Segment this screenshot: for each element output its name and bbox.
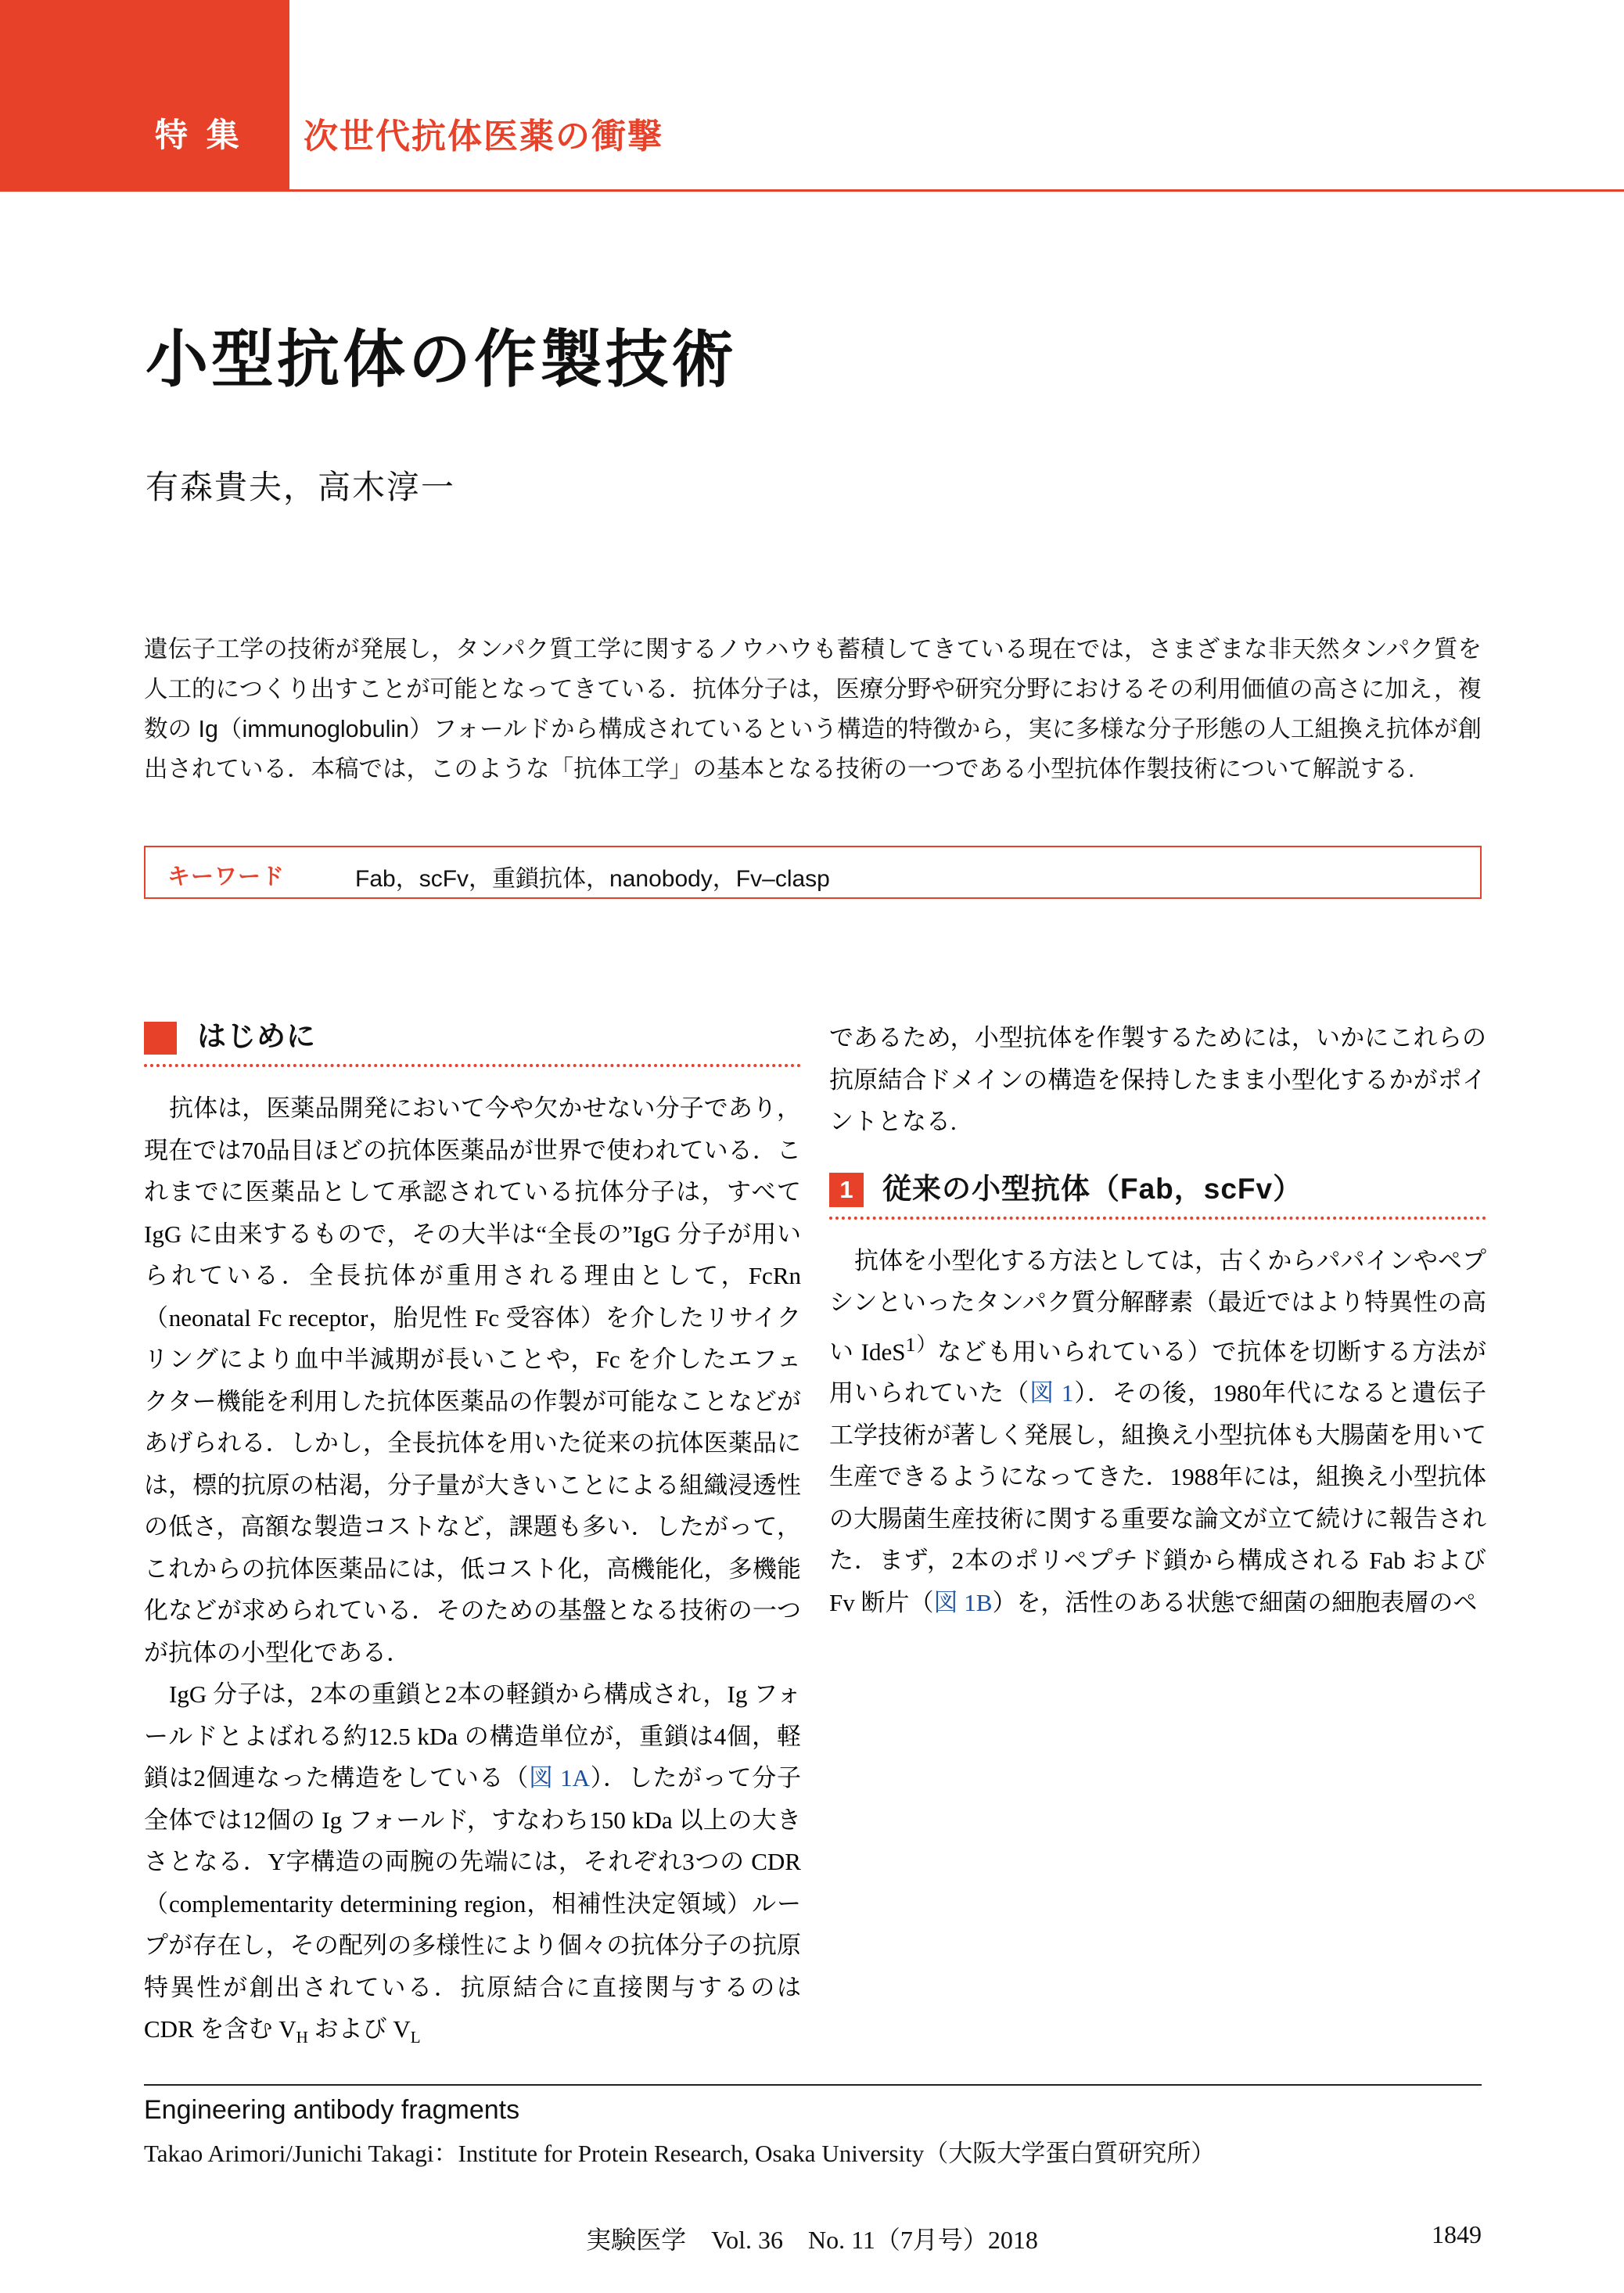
header-divider (289, 189, 1624, 192)
footer-journal-info: 実験医学 Vol. 36 No. 11（7月号）2018 (586, 2226, 1038, 2254)
paragraph-intro-2-b: ）．したがって分子全体では12個の Ig フォールド，すなわち150 kDa 以上の大きさとなる．Y字構造の両腕の先端には，それぞれ3つの CDR（complementarity determining region，相補性決定領域）ループが存在し，その配列の多様性により個々の抗体分子の抗原特異性が創出されている．抗原結合に直接関与するのは CDR を含む V (144, 1764, 802, 2043)
section-heading-intro (144, 1017, 801, 1078)
section-heading-1-label: 従来の小型抗体（Fab，scFv） (882, 1172, 1303, 1205)
footer-page-number: 1849 (1432, 2220, 1482, 2248)
section-number-badge: 1 (829, 1173, 864, 1207)
keywords-label: キーワード (167, 864, 286, 890)
paragraph-intro-2 (144, 1673, 801, 2059)
footer-english-title: Engineering antibody fragments (144, 2095, 520, 2125)
paragraph-section1-a: 抗体を小型化する方法としては，古くからパパインやペプシンといったタンパク質分解酵素（最近ではより特異性の高い IdeS (829, 1246, 1486, 1365)
subscript-vl: L (410, 2028, 421, 2047)
feature-header (0, 0, 1624, 192)
body-column-left (144, 1017, 801, 2059)
paragraph-section1-c: ）．その後，1980年代になると遺伝子工学技術が著しく発展し，組換え小型抗体も大腸菌を用いて生産できるようになってきた．1988年には，組換え小型抗体の大腸菌生産技術に関する重要な論文が立て続けに報告された．まず，2本のポリペプチド鎖から構成される Fab および Fv 断片（ (829, 1379, 1487, 1616)
figure-reference-1[interactable]: 図 1 (1029, 1379, 1074, 1407)
square-marker-icon (144, 1022, 177, 1055)
paragraph-intro-2-a: IgG 分子は，2本の重鎖と2本の軽鎖から構成され，Ig フォールドとよばれる約12.5 kDa の構造単位が，重鎖は4個，軽鎖は2個連なった構造をしている（ (144, 1680, 801, 1792)
body-column-right (829, 1017, 1486, 1623)
feature-badge-block (0, 0, 289, 192)
subscript-vh: H (296, 2028, 308, 2047)
keywords-values: Fab，scFv，重鎖抗体，nanobody，Fv–clasp (355, 866, 830, 892)
feature-series-title: 次世代抗体医薬の衝撃 (304, 117, 663, 156)
heading-dotted-rule (829, 1217, 1486, 1220)
paragraph-section1-1 (829, 1240, 1486, 1624)
footer-divider (144, 2084, 1482, 2086)
footer-affiliation: Takao Arimori/Junichi Takagi：Institute for Protein Research, Osaka University（大阪大学蛋白質研究所） (144, 2140, 1216, 2167)
section-heading-intro-label: はじめに (197, 1020, 316, 1052)
figure-reference-1b[interactable]: 図 1B (933, 1588, 993, 1616)
paragraph-intro-2-c: および V (307, 2015, 411, 2043)
keywords-box (144, 846, 1482, 899)
paragraph-section1-d: ）を，活性のある状態で細菌の細胞表層のペ (992, 1588, 1478, 1616)
citation-marker-1[interactable]: 1） (905, 1332, 938, 1356)
figure-reference-1a[interactable]: 図 1A (528, 1764, 591, 1792)
heading-dotted-rule (144, 1064, 801, 1067)
paragraph-intro-2-continued (829, 1017, 1486, 1143)
section-heading-1 (829, 1170, 1486, 1231)
paragraph-intro-1: 抗体は，医薬品開発において今や欠かせない分子であり，現在では70品目ほどの抗体医薬品が世界で使われている．これまでに医薬品として承認されている抗体分子は，すべて IgG に由来するもので，その大半は“全長の”IgG 分子が用いられている．全長抗体が重用される理由として，FcRn（neonatal Fc receptor，胎児性 Fc 受容体）を介したリサイクリングにより血中半減期が長いことや，Fc を介したエフェクター機能を利用した抗体医薬品の作製が可能なことなどがあげられる．しかし，全長抗体を用いた従来の抗体医薬品には，標的抗原の枯渇，分子量が大きいことによる組織浸透性の低さ，高額な製造コストなど，課題も多い．したがって，これからの抗体医薬品には，低コスト化，高機能化，多機能化などが求められている．そのための基盤となる技術の一つが抗体の小型化である． (144, 1094, 801, 1666)
feature-badge-label: 特 集 (155, 117, 244, 153)
abstract-text: 遺伝子工学の技術が発展し，タンパク質工学に関するノウハウも蓄積してきている現在では，さまざまな非天然タンパク質を人工的につくり出すことが可能となってきている．抗体分子は，医療分野や研究分野におけるその利用価値の高さに加え，複数の Ig（immunoglobulin）フォールドから構成されているという構造的特徴から，実に多様な分子形態の人工組換え抗体が創出されている．本稿では，このような「抗体工学」の基本となる技術の一つである小型抗体作製技術について解説する. (144, 636, 1482, 782)
paragraph-section1-b: なども用いられている）で抗体を切断する方法が用いられていた（ (829, 1337, 1486, 1407)
page-title: 小型抗体の作製技術 (146, 325, 737, 394)
paragraph-intro-2-d: であるため，小型抗体を作製するためには，いかにこれらの抗原結合ドメインの構造を保持したまま小型化するかがポイントとなる. (829, 1024, 1486, 1135)
author-list: 有森貴夫，高木淳一 (146, 469, 456, 505)
